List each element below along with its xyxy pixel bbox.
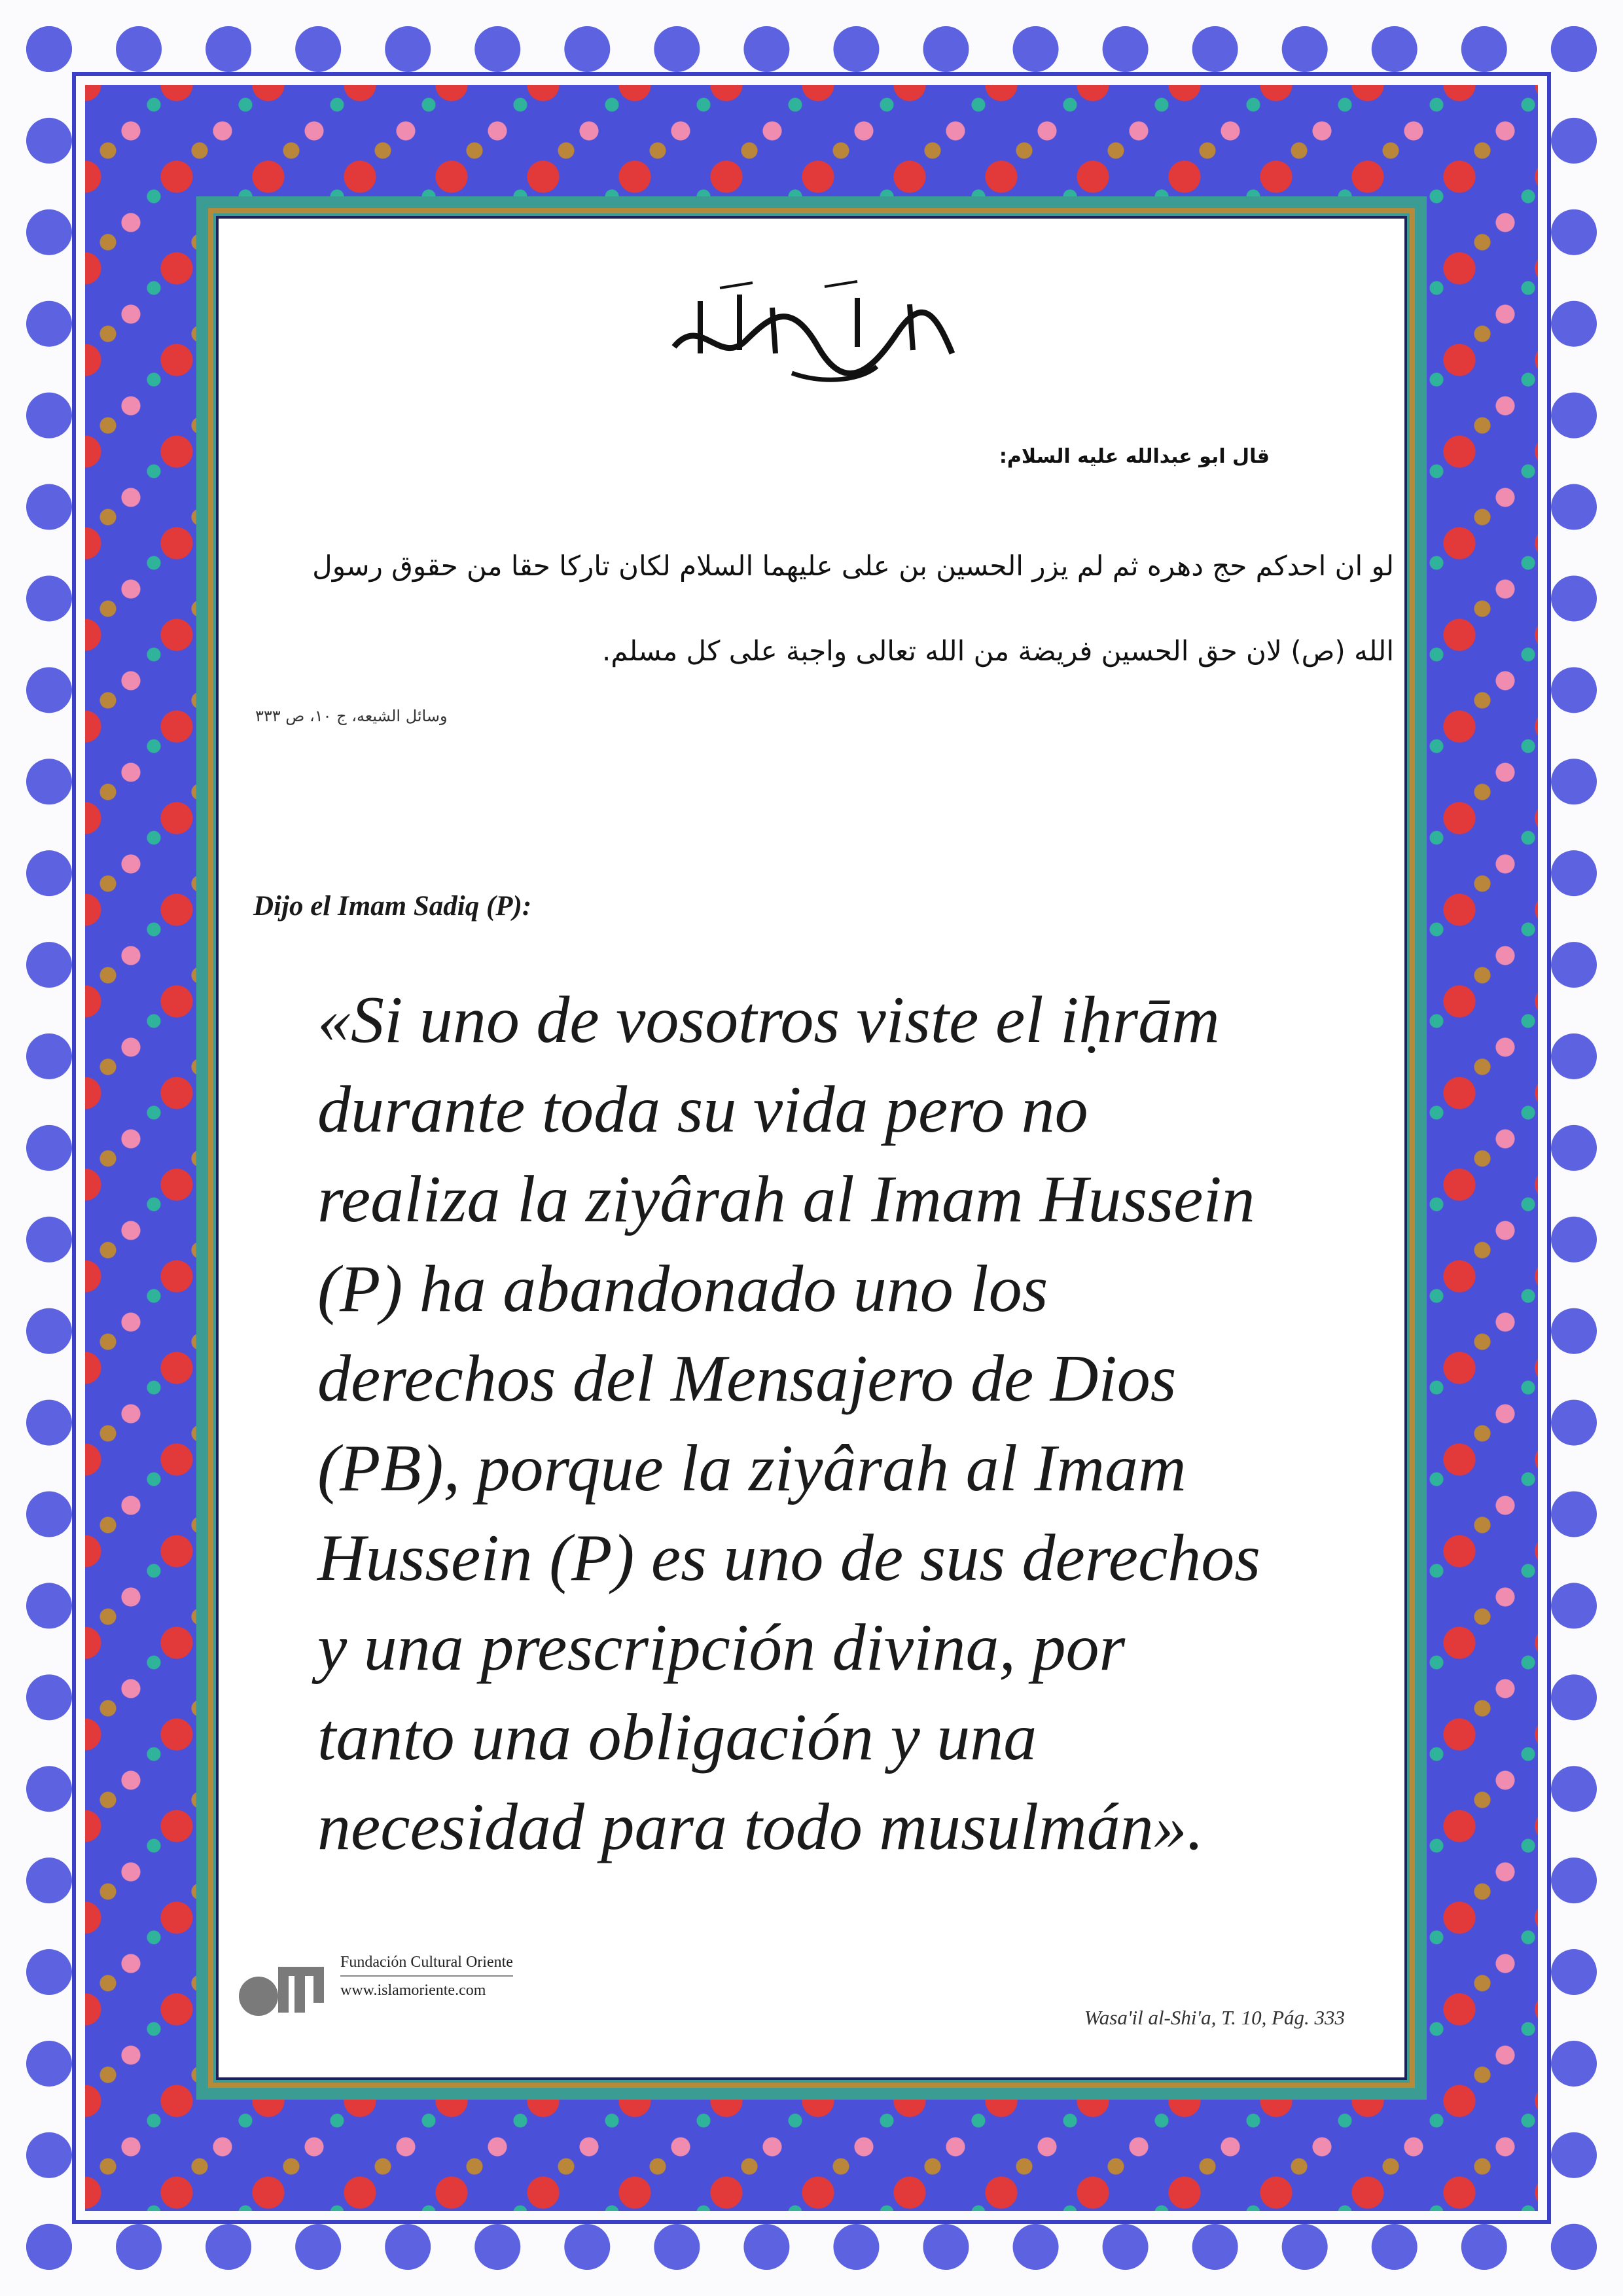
arabic-hadith — [288, 524, 1394, 694]
arabic-line-2: الله (ص) لان حق الحسين فريضة من الله تعالى واجبة على كل مسلم. — [602, 635, 1394, 667]
spanish-quote — [317, 975, 1325, 1872]
arabic-line-1: لو ان احدكم حج دهره ثم لم يزر الحسين بن علی علیهما السلام لكان تاركا حقا من حقوق رسول — [312, 550, 1394, 582]
organization-name: Fundación Cultural Oriente — [340, 1954, 513, 1977]
quote-line-4: (P) ha abandonado uno los — [317, 1252, 1048, 1326]
organization-logo-icon — [232, 1954, 350, 2019]
organization-url[interactable]: www.islamoriente.com — [340, 1982, 486, 1999]
quote-line-3: realiza la ziyârah al Imam Hussein — [317, 1162, 1255, 1236]
quote-line-6: (PB), porque la ziyârah al Imam — [317, 1431, 1186, 1505]
quote-line-7: Hussein (P) es uno de sus derechos — [317, 1521, 1260, 1595]
organization-credit — [340, 1954, 513, 2000]
spanish-intro: Dijo el Imam Sadiq (P): — [253, 891, 532, 922]
basmala-calligraphy — [661, 275, 962, 386]
quote-line-8: y una prescripción divina, por — [317, 1611, 1126, 1685]
quote-line-5: derechos del Mensajero de Dios — [317, 1342, 1177, 1416]
source-reference: Wasa'il al-Shi'a, T. 10, Pág. 333 — [1084, 2006, 1345, 2029]
quote-line-1: «Si uno de vosotros viste el iḥrām — [317, 983, 1220, 1057]
quote-line-9: tanto una obligación y una — [317, 1700, 1037, 1774]
quote-line-10: necesidad para todo musulmán». — [317, 1790, 1204, 1864]
quote-line-2: durante toda su vida pero no — [317, 1073, 1088, 1147]
arabic-source-reference: وسائل الشیعه، ج ۱۰، ص ۳۳۳ — [255, 707, 448, 725]
arabic-title: قال ابو عبدالله علیه السلام: — [999, 445, 1270, 468]
